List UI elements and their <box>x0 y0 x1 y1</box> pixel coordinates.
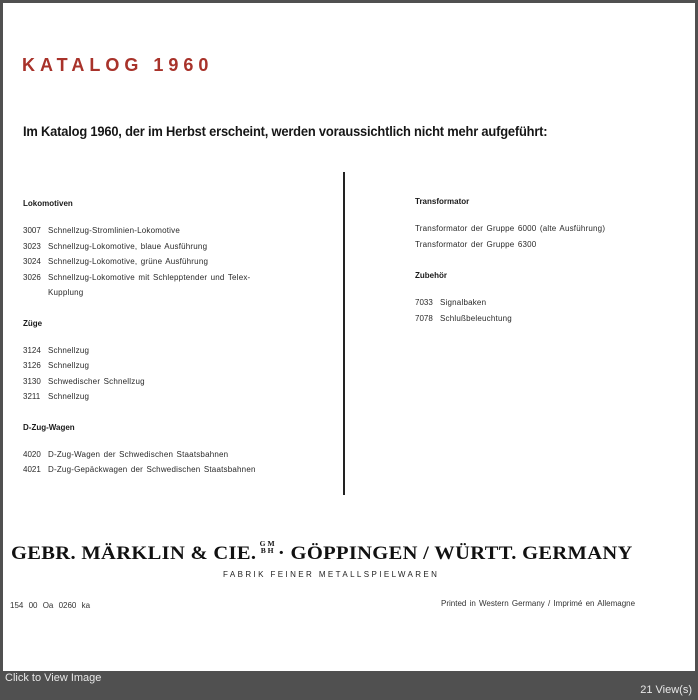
click-to-view-link[interactable]: Click to View Image <box>5 672 102 684</box>
section-heading: Lokomotiven <box>23 199 73 208</box>
company-name-part1: GEBR. MÄRKLIN & CIE. <box>11 543 257 564</box>
spacer <box>23 405 343 423</box>
item-text: Schnellzug-Stromlinien-Lokomotive <box>48 226 180 235</box>
section-transformator <box>415 197 685 253</box>
list-item: Transformator der Gruppe 6000 (alte Ausführung) <box>415 224 606 233</box>
item-text: Schlußbeleuchtung <box>440 313 512 323</box>
list-item <box>23 343 343 359</box>
section-heading: D-Zug-Wagen <box>23 422 75 432</box>
gmbh-top: G M <box>259 540 275 548</box>
spacer <box>415 253 685 271</box>
view-count: 21 View(s) <box>640 684 692 696</box>
item-number: 3007 <box>23 226 41 235</box>
list-item <box>23 374 343 390</box>
company-name-part2: · GÖPPINGEN / WÜRTT. GERMANY <box>277 543 633 564</box>
list-item <box>23 239 343 255</box>
list-item <box>23 254 343 270</box>
column-divider <box>343 172 345 495</box>
section-zuege <box>23 319 343 405</box>
item-number: 3126 <box>23 361 41 370</box>
item-number: 3026 <box>23 272 41 282</box>
company-name <box>11 541 633 565</box>
section-lokomotiven <box>23 199 343 301</box>
item-number: 3024 <box>23 257 41 266</box>
item-text: Schnellzug-Lokomotive mit Schlepptender und Telex- <box>48 272 251 282</box>
item-text: Schnellzug <box>48 345 90 355</box>
list-item <box>415 295 685 311</box>
item-number: 7033 <box>415 298 433 307</box>
item-text: D-Zug-Wagen der Schwedischen Staatsbahnen <box>48 449 229 459</box>
item-number: 4021 <box>23 465 41 474</box>
item-text: D-Zug-Gepäckwagen der Schwedischen Staatsbahnen <box>48 465 256 474</box>
item-number: 3130 <box>23 376 41 386</box>
item-number: 3124 <box>23 345 41 355</box>
gmbh-bottom: B H <box>260 547 274 555</box>
item-text: Schnellzug <box>48 361 90 370</box>
section-zubehoer <box>415 271 685 326</box>
headline: Im Katalog 1960, der im Herbst erscheint, werden voraussichtlich nicht mehr aufgeführt: <box>23 123 548 139</box>
catalog-title: KATALOG 1960 <box>22 55 214 75</box>
list-item <box>23 358 343 374</box>
list-item <box>23 223 343 239</box>
section-d-zug-wagen <box>23 423 343 478</box>
section-heading: Transformator <box>415 197 470 206</box>
gmbh-mark <box>256 541 278 555</box>
item-number: 3023 <box>23 241 41 251</box>
printed-in-note: Printed in Western Germany / Imprimé en Allemagne <box>441 599 636 608</box>
item-number <box>23 285 48 301</box>
spacer <box>23 301 343 319</box>
item-number: 4020 <box>23 449 41 459</box>
catalog-page[interactable] <box>3 3 695 671</box>
section-heading: Züge <box>23 318 43 328</box>
section-heading: Zubehör <box>415 271 447 280</box>
print-code: 154 00 Oa 0260 ka <box>10 601 91 610</box>
item-text: Schnellzug-Lokomotive, blaue Ausführung <box>48 241 208 251</box>
right-column <box>415 197 685 326</box>
left-column <box>23 199 343 478</box>
item-number: 7078 <box>415 313 433 323</box>
item-text: Schnellzug <box>48 392 90 401</box>
item-text: Signalbaken <box>440 298 487 307</box>
list-item <box>23 285 343 301</box>
item-text: Schnellzug-Lokomotive, grüne Ausführung <box>48 257 209 266</box>
list-item <box>23 389 343 405</box>
list-item: Transformator der Gruppe 6300 <box>415 240 537 249</box>
item-text: Schwedischer Schnellzug <box>48 376 145 386</box>
item-number: 3211 <box>23 392 41 401</box>
list-item <box>23 447 343 463</box>
company-subline: FABRIK FEINER METALLSPIELWAREN <box>223 570 440 579</box>
list-item <box>415 311 685 327</box>
list-item <box>23 462 343 478</box>
item-text: Kupplung <box>48 288 84 297</box>
list-item <box>23 270 343 286</box>
